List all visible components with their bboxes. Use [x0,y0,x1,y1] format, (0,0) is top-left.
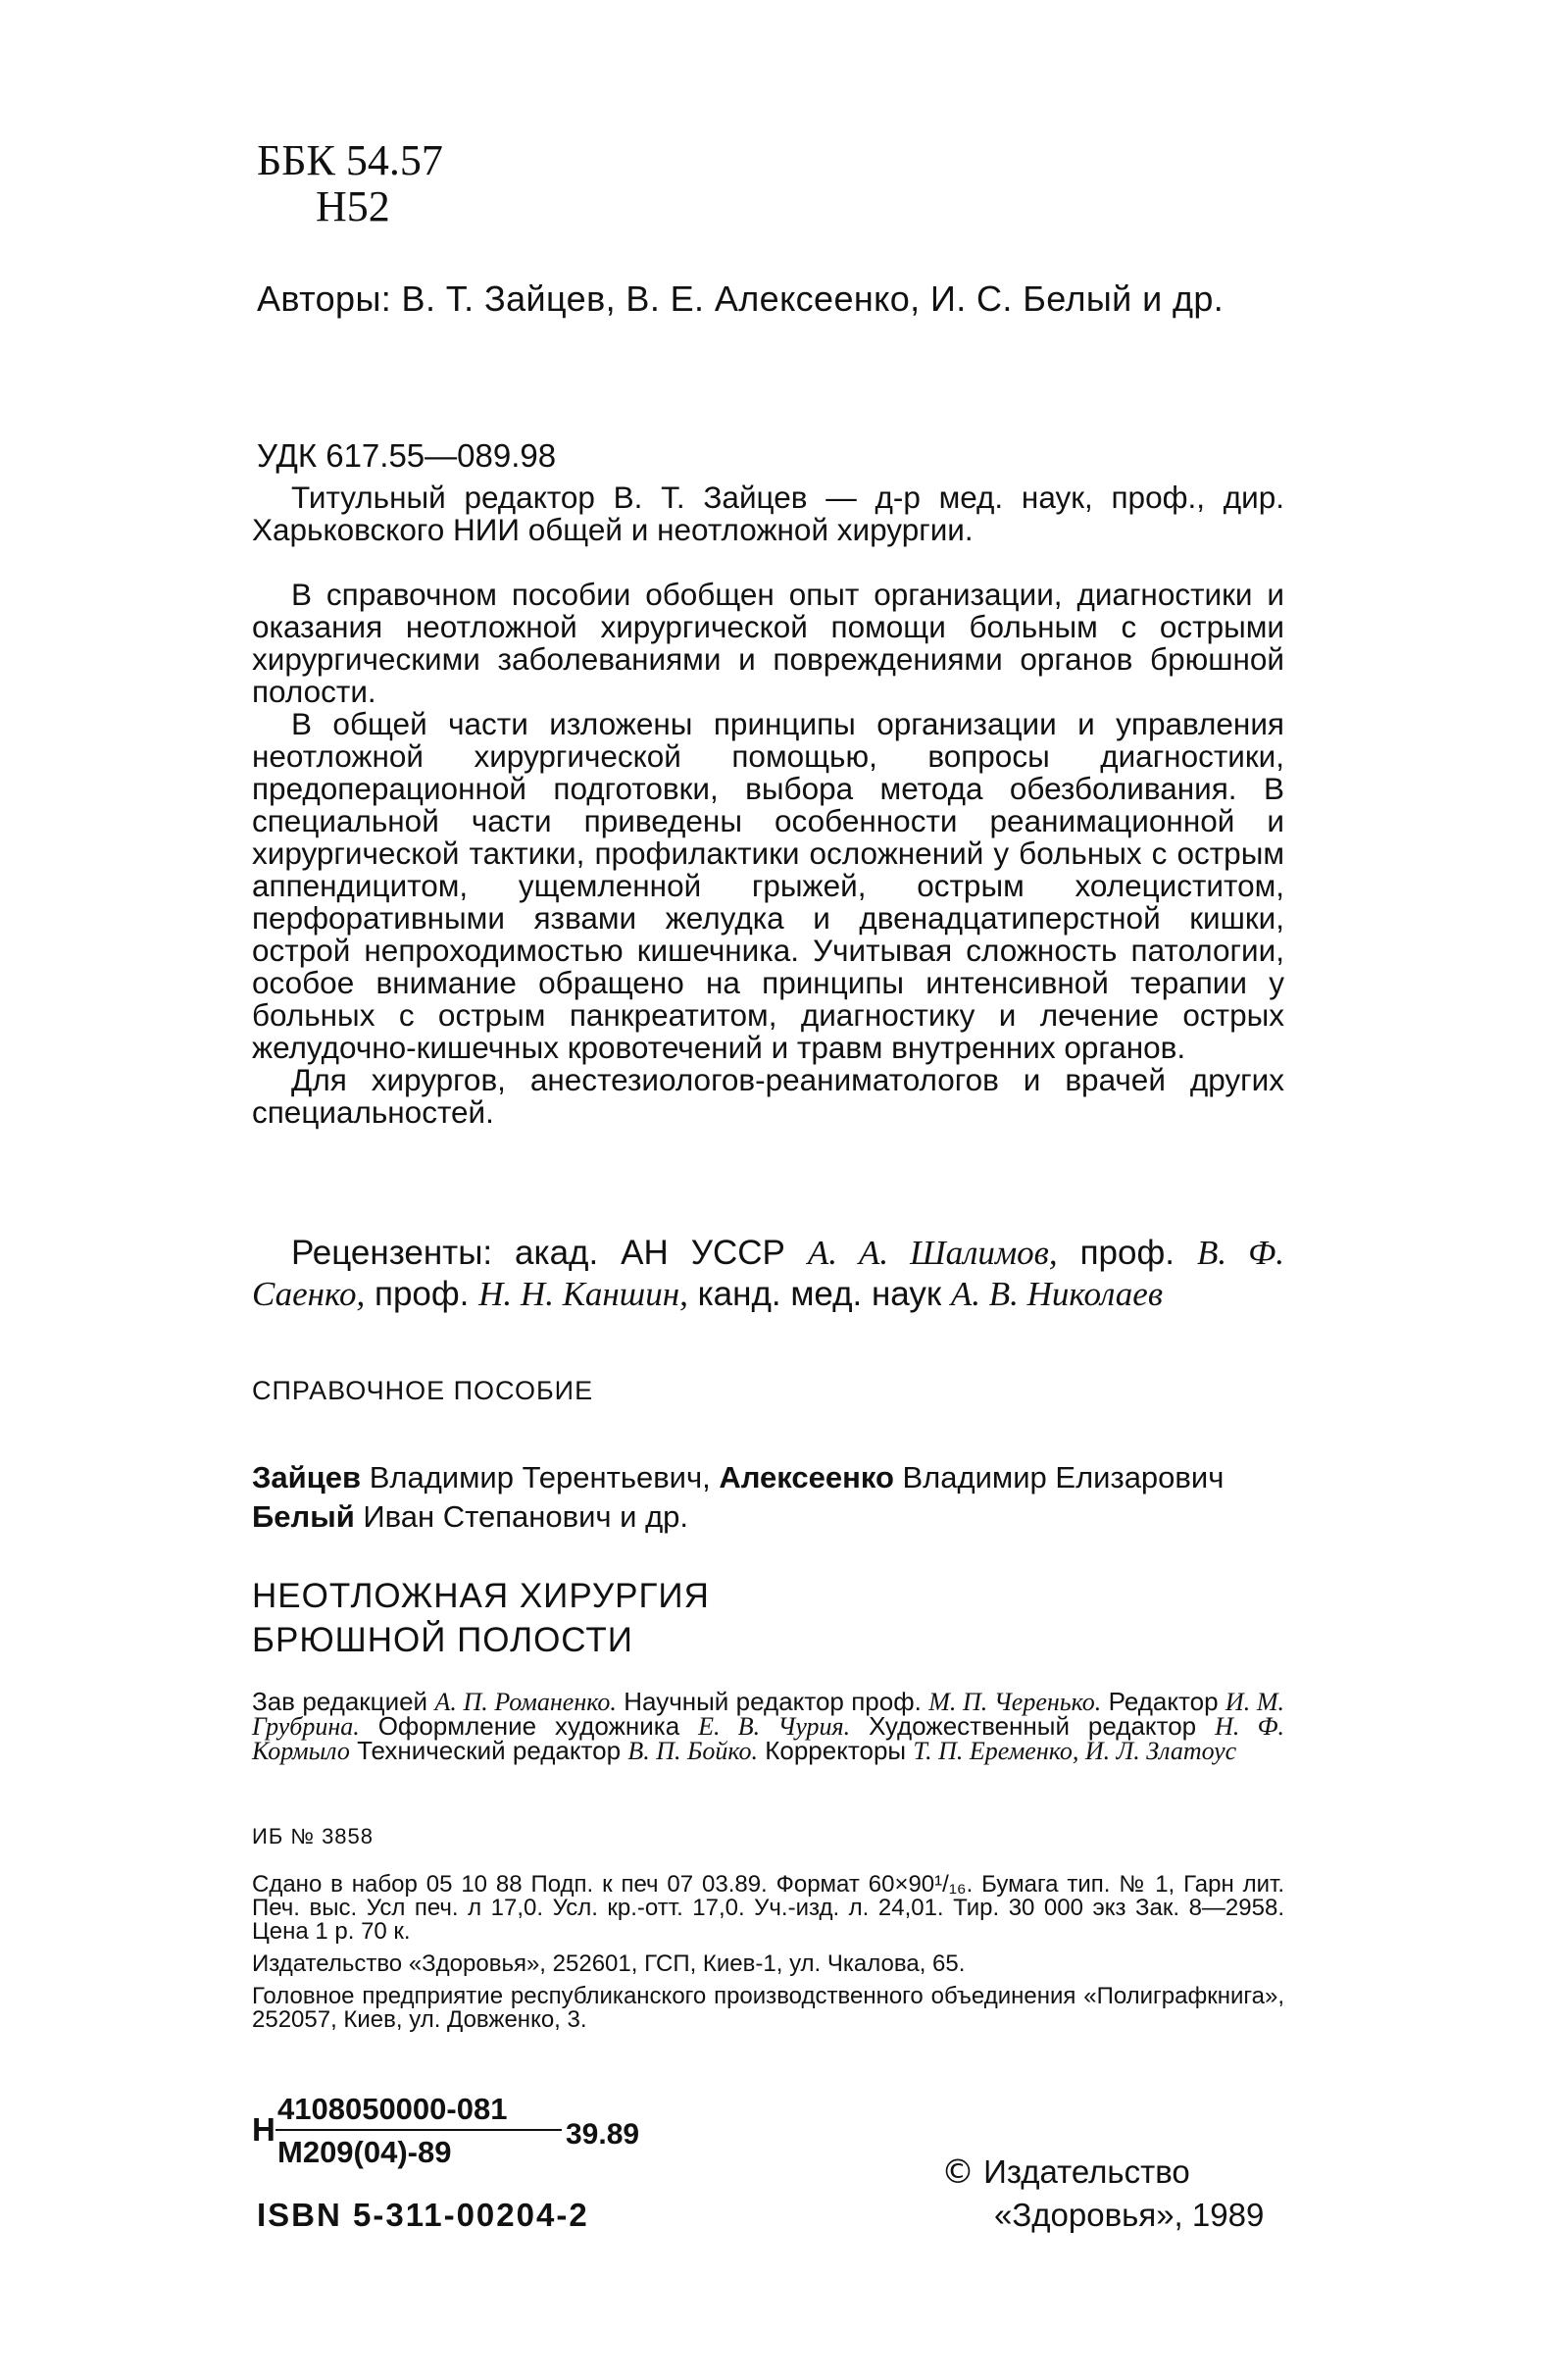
author-given: Иван Степанович и др. [354,1499,689,1534]
title-editor-block [252,481,1284,546]
staff-role: Художественный редактор [850,1711,1216,1741]
print-data: Сдано в набор 05 10 88 Подп. к печ 07 03.89. Формат 60×90¹/₁₆. Бумага тип. № 1, Гарн лит. Печ. выс. Усл печ. л 17,0. Усл. кр.-отт. 17,0. Уч.-изд. л. 24,01. Тир. 30 000 экз Зак. 8—2958. Цена 1 р. 70 к. [252,1871,1284,1945]
index-code-numerator: 4108050000-081 [277,2092,508,2126]
publisher-address: Издательство «Здоровья», 252601, ГСП, Киев-1, ул. Чкалова, 65. [252,1950,966,1977]
staff-role: Научный редактор проф. [616,1687,929,1716]
book-title-line-2: БРЮШНОЙ ПОЛОСТИ [252,1621,633,1659]
staff-name: М. П. Черенько. [928,1688,1102,1716]
copyright-line-2: «Здоровья», 1989 [994,2197,1265,2233]
copyright-holder: Издательство [975,2153,1190,2190]
staff-name: И. М. Грубрина. [252,1688,1284,1741]
author-given: Владимир Елизарович [893,1460,1225,1494]
reviewers-block [252,1233,1284,1315]
reviewer-name: В. Ф. Саенко, [252,1234,1285,1313]
reviewer-title: канд. мед. наук [687,1275,951,1313]
book-title-line-1: НЕОТЛОЖНАЯ ХИРУРГИЯ [252,1577,710,1615]
authors-line: Авторы: В. Т. Зайцев, В. Е. Алексеенко, И. С. Белый и др. [257,279,1225,319]
annotation-block [252,579,1284,1129]
ib-number: ИБ № 3858 [252,1824,375,1848]
staff-role: Зав редакцией [252,1687,435,1716]
editorial-staff [252,1687,1284,1765]
reviewer-name: А. А. Шалимов, [807,1234,1058,1272]
staff-name: А. П. Романенко. [434,1688,617,1716]
authors-full-line-2 [252,1497,1321,1537]
staff-name: В. П. Бойко. [627,1737,758,1765]
staff-name: Т. П. Еременко, И. Л. Златоус [913,1737,1237,1765]
authors-full-names [252,1458,1321,1537]
reviewers-text [252,1233,1284,1315]
staff-role: Редактор [1101,1687,1225,1716]
bbk-cutter: Н52 [316,182,390,230]
annotation-paragraph: В общей части изложены принципы организации и управления неотложной хирургической помощью, вопросы диагностики, предоперационной подготовки, выбора метода обезболивания. В специальной части приведены особенности реанимационной и хирургической тактики, профилактики осложнений у больных с острым аппендицитом, ущемленной грыжей, острым холециститом, перфоративными язвами желудка и двенадцатиперстной кишки, острой непроходимостью кишечника. Учитывая сложность патологии, особое внимание обращено на принципы интенсивной терапии у больных с острым панкреатитом, диагностику и лечение острых желудочно-кишечных кровотечений и травм внутренних органов. [252,706,1284,1065]
reviewer-title: проф. [365,1275,479,1313]
title-editor-text: Титульный редактор В. Т. Зайцев — д-р мед. наук, проф., дир. Харьковского НИИ общей и неотложной хирургии. [252,480,1284,547]
book-title [252,1574,710,1662]
author-surname: Зайцев [252,1460,362,1494]
udk-code: УДК 617.55—089.98 [257,437,557,474]
author-surname: Алексеенко [719,1460,894,1494]
reviewer-title: проф. [1057,1234,1197,1272]
staff-role: Оформление художника [359,1711,699,1741]
fraction-line [275,2129,562,2131]
copyright-line-1 [941,2151,1264,2194]
reviewers-label: Рецензенты: акад. АН УССР [291,1234,808,1272]
printer-address: Головное предприятие республиканского производственного объединения «Полиграфкнига», 252057, Киев, ул. Довженко, 3. [252,1983,1284,2033]
reviewer-name: Н. Н. Каншин, [478,1275,688,1313]
imprint-block [252,1873,1284,2041]
bbk-code: ББК 54.57 [257,136,443,184]
author-surname: Белый [252,1499,355,1534]
index-code-suffix: 39.89 [566,2118,640,2151]
staff-name: Н. Ф. Кормыло [252,1712,1284,1765]
copyright-notice [941,2151,1264,2237]
annotation-paragraph: В справочном пособии обобщен опыт организации, диагностики и оказания неотложной хирургической помощи больным с острыми хирургическими заболеваниями и повреждениями органов брюшной полости. [252,577,1284,709]
staff-role: Технический редактор [349,1736,628,1765]
staff-name: Е. В. Чурия. [698,1712,851,1741]
index-code-letter: Н [252,2111,275,2148]
authors-full-line-1 [252,1458,1321,1497]
author-given: Владимир Терентьевич, [361,1460,720,1494]
publication-type: СПРАВОЧНОЕ ПОСОБИЕ [252,1376,594,1405]
editorial-staff-text [252,1687,1284,1765]
reviewer-name: А. В. Николаев [950,1275,1164,1313]
copyright-icon: © [941,2152,975,2192]
staff-role: Корректоры [758,1736,914,1765]
isbn: ISBN 5-311-00204-2 [257,2197,589,2233]
annotation-paragraph: Для хирургов, анестезиологов-реаниматологов и врачей других специальностей. [252,1062,1284,1130]
index-code-denominator: М209(04)-89 [277,2135,452,2169]
